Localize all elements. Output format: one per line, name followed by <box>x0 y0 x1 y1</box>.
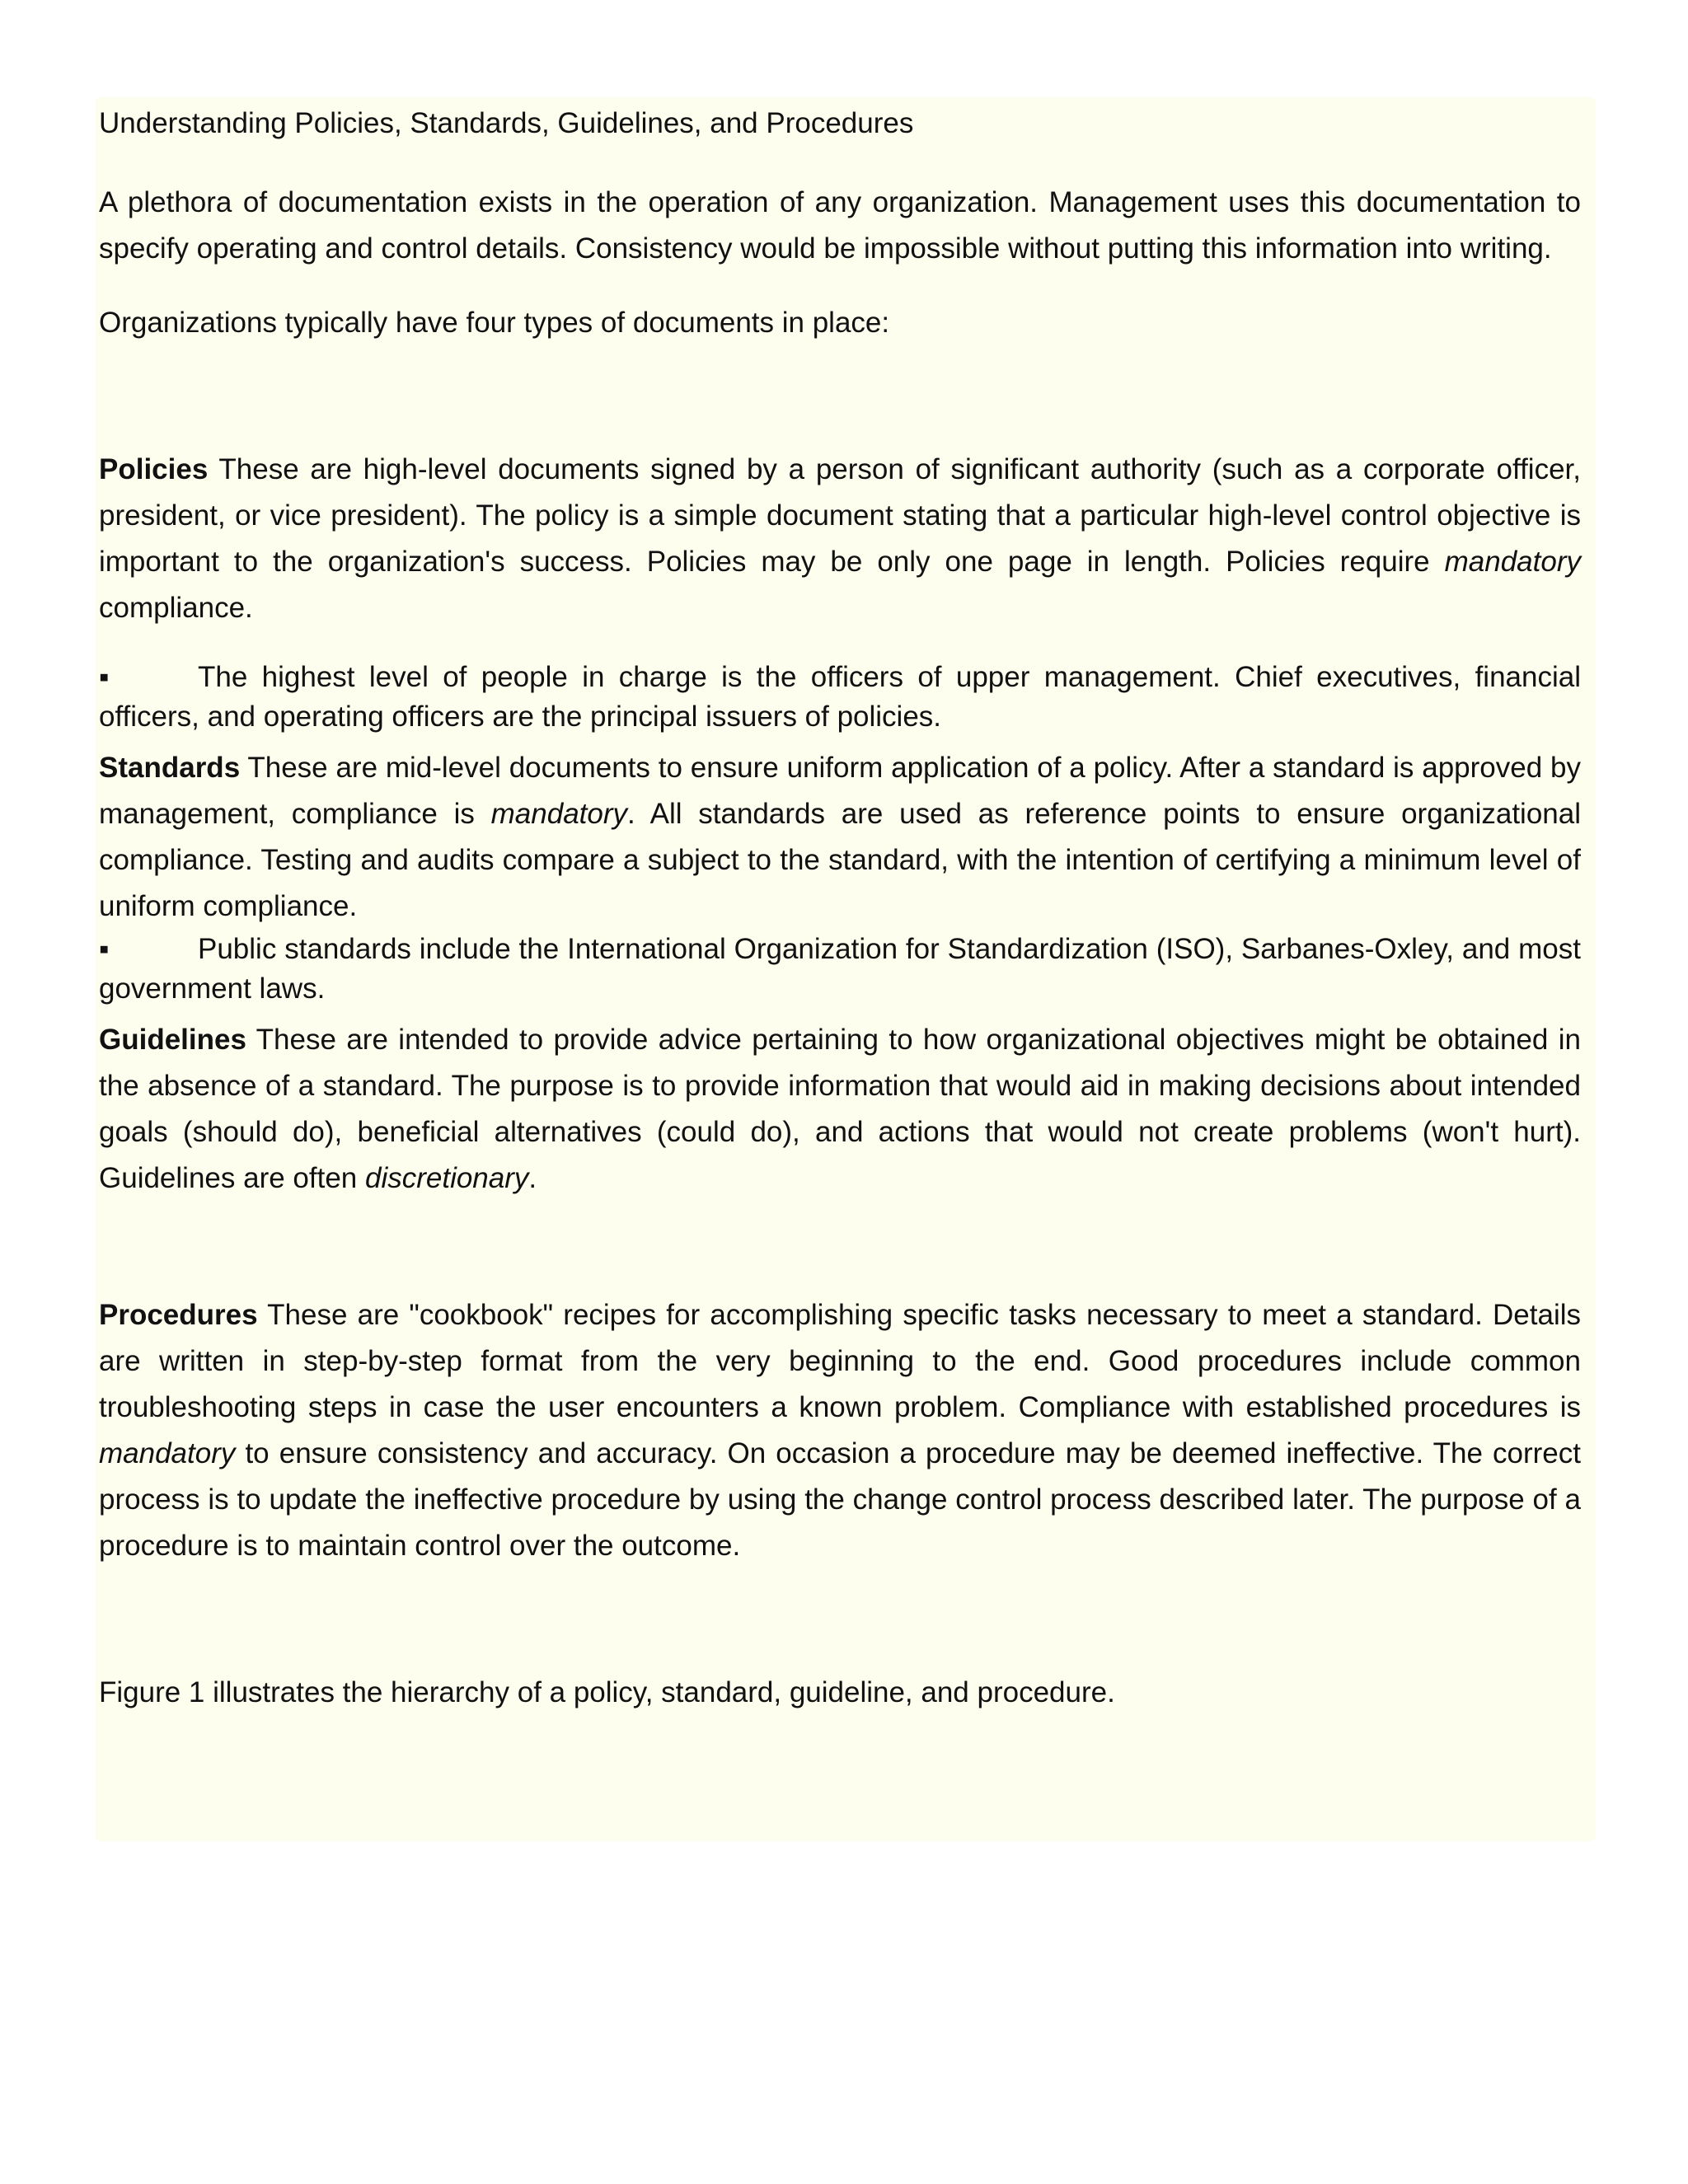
policies-bullet-item <box>99 658 1581 737</box>
bullet-marker-icon: ▪ <box>99 661 110 693</box>
document-types-intro: Organizations typically have four types of documents in place: <box>99 307 890 339</box>
procedures-emphasis: mandatory <box>99 1437 236 1469</box>
policies-emphasis: mandatory <box>1444 546 1581 578</box>
document-content <box>99 101 1581 1716</box>
procedures-text-part-1: These are "cookbook" recipes for accomplishing specific tasks necessary to meet a standard. Details are written in step-by-step format from the very beginning to the end. Good procedures include common troubleshooting steps in case the user encounters a known problem. Compliance with established procedures is <box>99 1299 1581 1423</box>
policies-term: Policies <box>99 453 209 485</box>
guidelines-emphasis: discretionary <box>364 1162 529 1194</box>
standards-term: Standards <box>99 752 241 784</box>
standards-bullet-item <box>99 930 1581 1009</box>
document-title: Understanding Policies, Standards, Guidelines, and Procedures <box>99 107 914 139</box>
standards-bullet-text: Public standards include the International Organization for Standardization (ISO), Sarbanes-Oxley, and most government laws. <box>99 933 1581 1005</box>
guidelines-text-part-1: These are intended to provide advice pertaining to how organizational objectives might be obtained in the absence of a standard. The purpose is to provide information that would aid in making decisions about intended goals (should do), beneficial alternatives (could do), and actions that would not create problems (won't hurt). Guidelines are often <box>99 1024 1581 1194</box>
standards-emphasis: mandatory <box>490 798 628 830</box>
procedures-term: Procedures <box>99 1299 258 1331</box>
guidelines-paragraph <box>99 1017 1581 1202</box>
procedures-text-part-2: to ensure consistency and accuracy. On occasion a procedure may be deemed ineffective. The correct process is to update the ineffective procedure by using the change control process described later. The purpose of a procedure is to maintain control over the outcome. <box>99 1437 1581 1562</box>
figure-reference: Figure 1 illustrates the hierarchy of a policy, standard, guideline, and procedure. <box>99 1676 1115 1708</box>
intro-paragraph: A plethora of documentation exists in the operation of any organization. Management uses this documentation to specify operating and control details. Consistency would be impossible without putting this information into writing. <box>99 186 1581 265</box>
standards-text-part-1: These are mid-level documents to ensure uniform application of a policy. After a standard is approved by management, compliance is <box>99 752 1581 830</box>
bullet-marker-icon: ▪ <box>99 933 110 965</box>
policies-text-part-2: compliance. <box>99 592 253 624</box>
standards-text-part-2: . All standards are used as reference points to ensure organizational compliance. Testing and audits compare a subject to the standard, with the intention of certifying a minimum level of uniform compliance. <box>99 798 1582 922</box>
policies-paragraph <box>99 447 1581 631</box>
guidelines-term: Guidelines <box>99 1024 246 1056</box>
policies-text-part-1: These are high-level documents signed by a person of significant authority (such as a corporate officer, president, or vice president). The policy is a simple document stating that a particular high-level control objective is important to the organization's success. Policies may be only one page in length. Policies require <box>99 453 1581 578</box>
guidelines-text-part-2: . <box>528 1162 537 1194</box>
procedures-paragraph <box>99 1292 1581 1569</box>
policies-bullet-text: The highest level of people in charge is the officers of upper management. Chief executives, financial officers, and operating officers are the principal issuers of policies. <box>99 661 1581 733</box>
standards-paragraph <box>99 745 1581 930</box>
